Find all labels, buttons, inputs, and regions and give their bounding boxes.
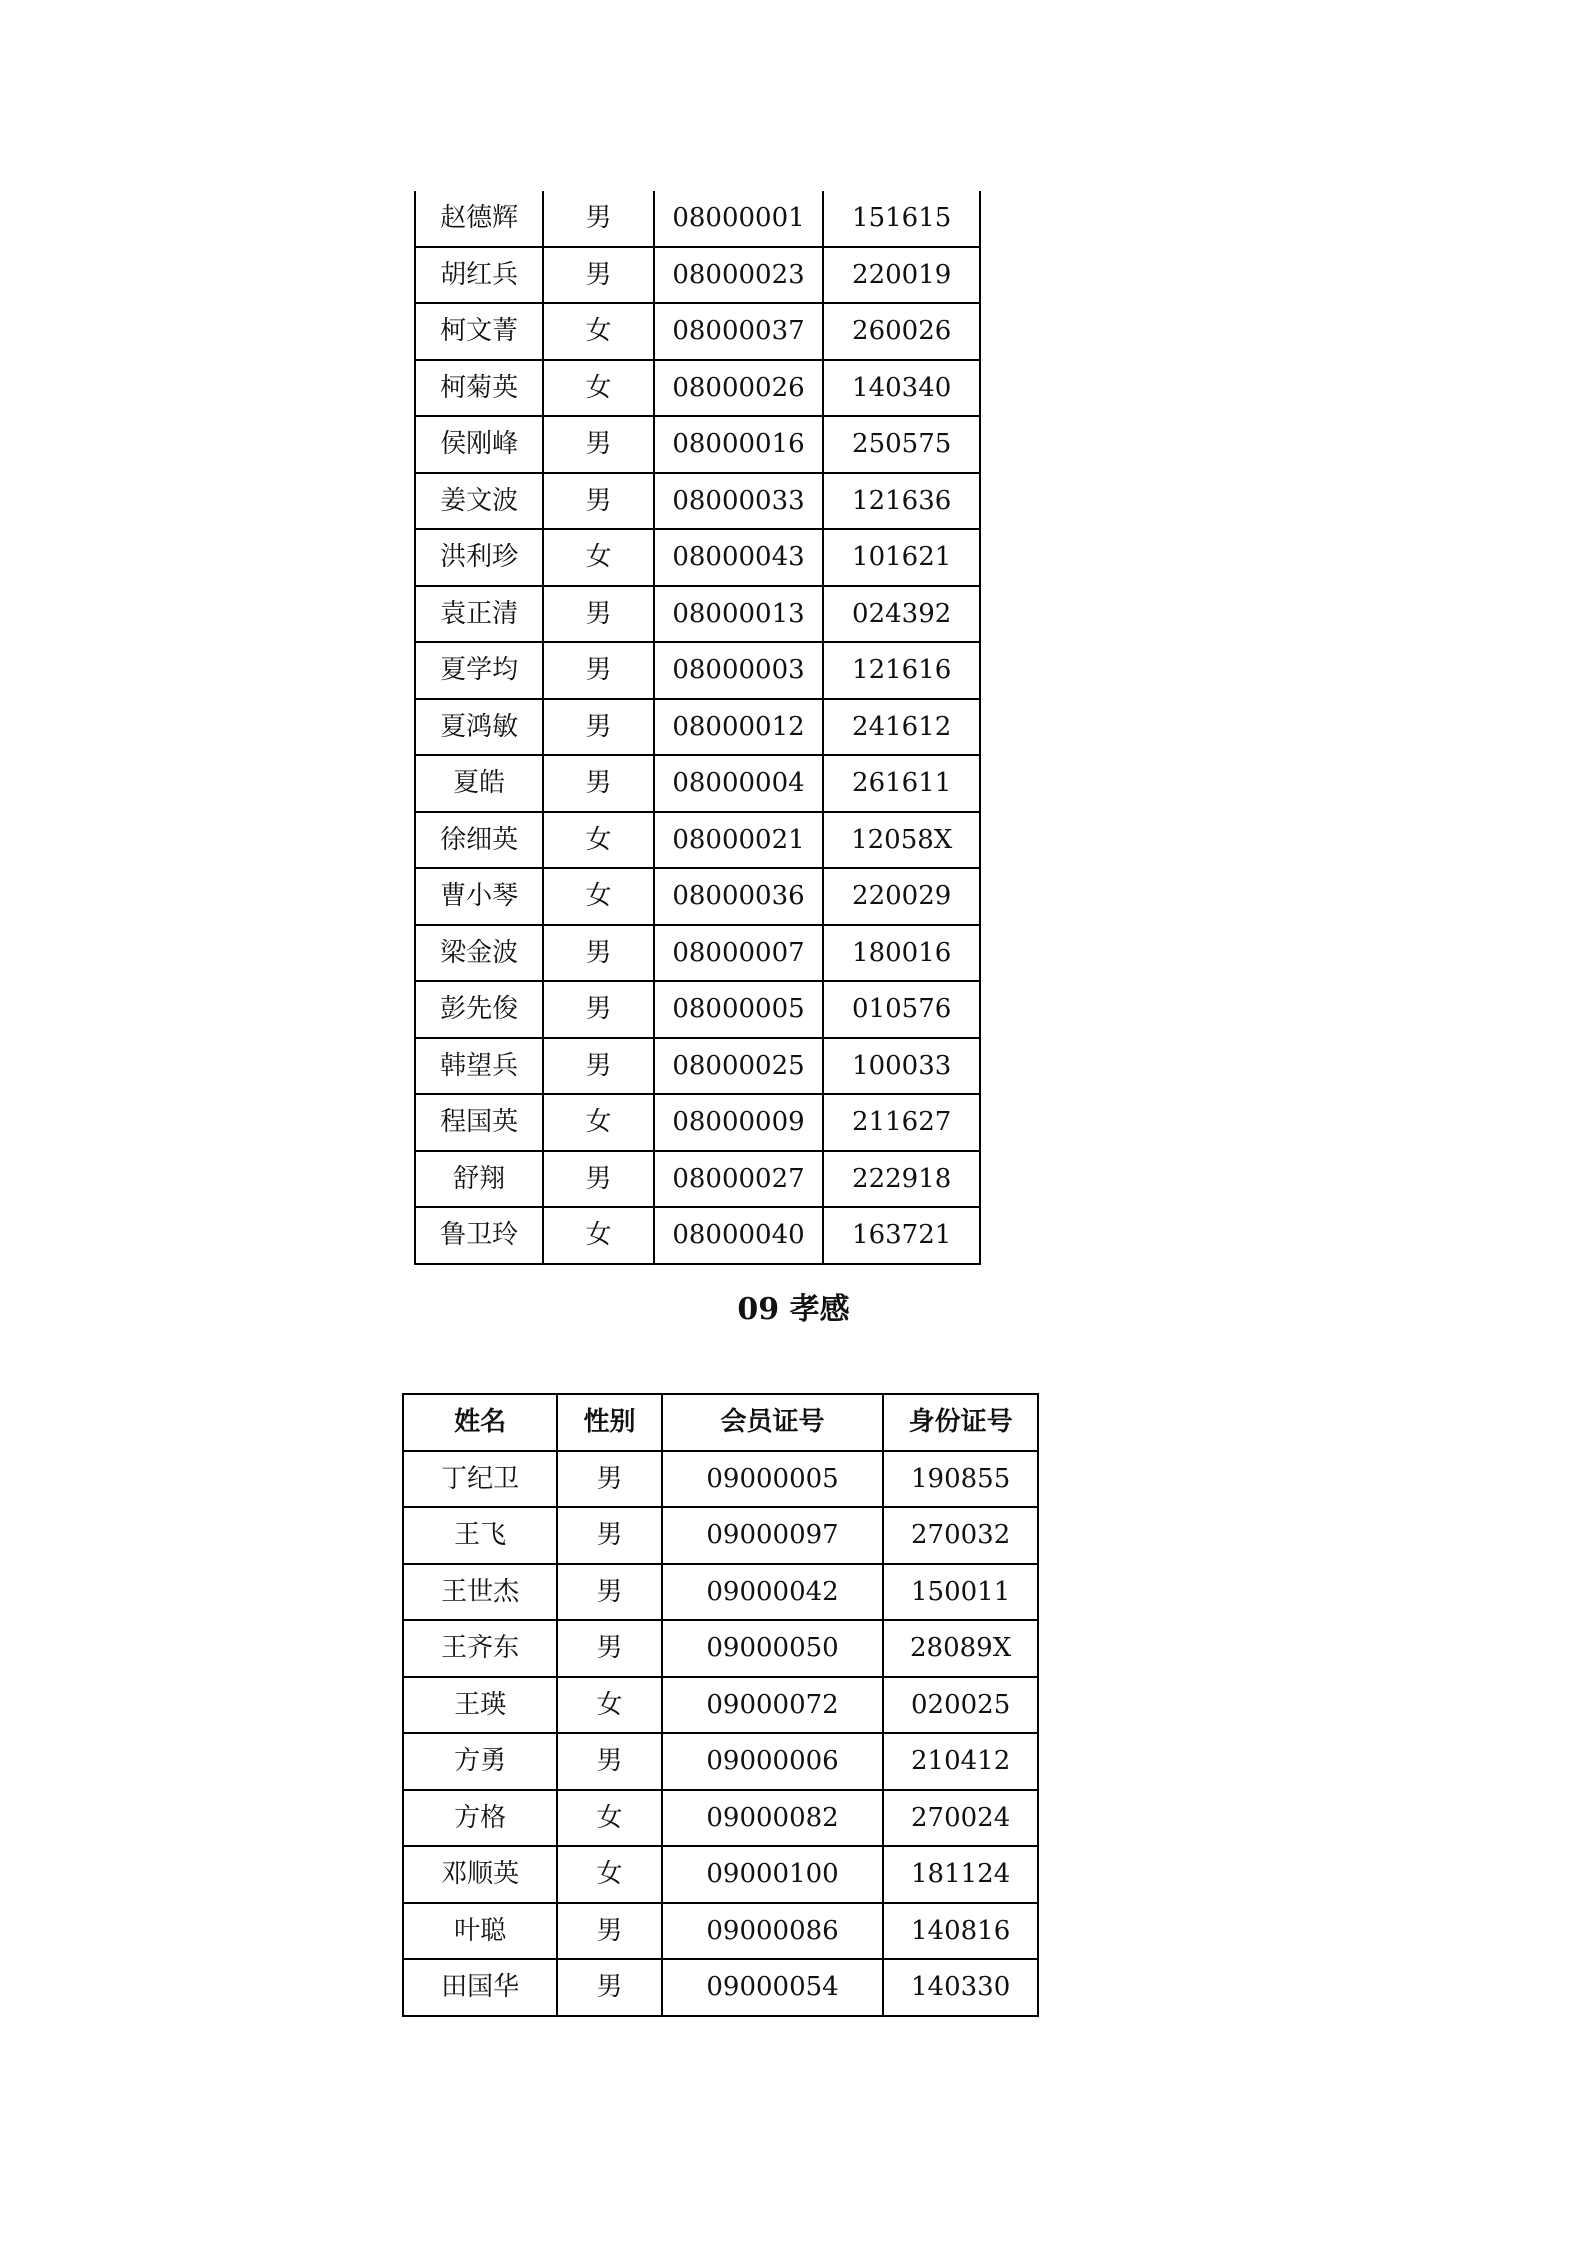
cell-member-id: 08000027 — [654, 1151, 824, 1208]
cell-gender: 女 — [543, 303, 653, 360]
table-row — [403, 1564, 1038, 1621]
cell-name: 邓顺英 — [403, 1846, 557, 1903]
header-row — [403, 1394, 1038, 1451]
cell-name: 王瑛 — [403, 1677, 557, 1734]
cell-id-card: 211627 — [823, 1094, 980, 1151]
cell-gender: 男 — [543, 586, 653, 643]
cell-name: 洪利珍 — [415, 529, 543, 586]
cell-name: 方格 — [403, 1790, 557, 1847]
cell-gender: 男 — [543, 1151, 653, 1208]
cell-gender: 男 — [557, 1620, 662, 1677]
cell-name: 胡红兵 — [415, 247, 543, 304]
cell-gender: 女 — [557, 1790, 662, 1847]
cell-gender: 男 — [543, 416, 653, 473]
cell-member-id: 09000042 — [662, 1564, 883, 1621]
table-row — [403, 1790, 1038, 1847]
cell-id-card: 222918 — [823, 1151, 980, 1208]
table-row — [403, 1451, 1038, 1508]
cell-id-card: 220029 — [823, 868, 980, 925]
cell-id-card: 270024 — [883, 1790, 1038, 1847]
header-id-card: 身份证号 — [883, 1394, 1038, 1451]
cell-name: 徐细英 — [415, 812, 543, 869]
cell-name: 夏鸿敏 — [415, 699, 543, 756]
cell-id-card: 101621 — [823, 529, 980, 586]
cell-id-card: 241612 — [823, 699, 980, 756]
cell-gender: 男 — [543, 473, 653, 530]
cell-gender: 男 — [543, 699, 653, 756]
cell-member-id: 08000013 — [654, 586, 824, 643]
table-row — [403, 1959, 1038, 2016]
cell-name: 姜文波 — [415, 473, 543, 530]
cell-member-id: 08000012 — [654, 699, 824, 756]
cell-gender: 男 — [557, 1959, 662, 2016]
table-row — [415, 1038, 980, 1095]
cell-id-card: 024392 — [823, 586, 980, 643]
cell-member-id: 09000097 — [662, 1507, 883, 1564]
cell-member-id: 08000003 — [654, 642, 824, 699]
cell-id-card: 190855 — [883, 1451, 1038, 1508]
cell-gender: 女 — [543, 1207, 653, 1264]
cell-name: 王齐东 — [403, 1620, 557, 1677]
cell-member-id: 09000100 — [662, 1846, 883, 1903]
cell-member-id: 08000025 — [654, 1038, 824, 1095]
cell-name: 舒翔 — [415, 1151, 543, 1208]
cell-name: 鲁卫玲 — [415, 1207, 543, 1264]
cell-member-id: 09000006 — [662, 1733, 883, 1790]
cell-member-id: 08000001 — [654, 191, 824, 247]
cell-name: 王飞 — [403, 1507, 557, 1564]
table-row — [415, 755, 980, 812]
cell-id-card: 270032 — [883, 1507, 1038, 1564]
cell-member-id: 08000037 — [654, 303, 824, 360]
table-row — [415, 1151, 980, 1208]
table-row — [415, 925, 980, 982]
header-member-id: 会员证号 — [662, 1394, 883, 1451]
table-row — [415, 1207, 980, 1264]
cell-gender: 男 — [543, 755, 653, 812]
table-row — [415, 473, 980, 530]
cell-id-card: 261611 — [823, 755, 980, 812]
cell-gender: 女 — [543, 1094, 653, 1151]
cell-id-card: 180016 — [823, 925, 980, 982]
cell-member-id: 08000040 — [654, 1207, 824, 1264]
cell-name: 柯文菁 — [415, 303, 543, 360]
cell-id-card: 150011 — [883, 1564, 1038, 1621]
member-table-08-body — [415, 191, 980, 1264]
cell-id-card: 151615 — [823, 191, 980, 247]
cell-member-id: 09000054 — [662, 1959, 883, 2016]
cell-gender: 女 — [543, 868, 653, 925]
cell-member-id: 08000005 — [654, 981, 824, 1038]
cell-id-card: 100033 — [823, 1038, 980, 1095]
cell-id-card: 121616 — [823, 642, 980, 699]
table-row — [415, 642, 980, 699]
cell-id-card: 163721 — [823, 1207, 980, 1264]
member-table-09-header — [403, 1394, 1038, 1451]
table-row — [403, 1620, 1038, 1677]
cell-gender: 男 — [543, 191, 653, 247]
cell-name: 曹小琴 — [415, 868, 543, 925]
cell-id-card: 140330 — [883, 1959, 1038, 2016]
member-table-09-body — [403, 1451, 1038, 2016]
table-row — [415, 586, 980, 643]
table-row — [415, 1094, 980, 1151]
table-row — [415, 191, 980, 247]
cell-gender: 男 — [557, 1903, 662, 1960]
section-title-09: 09 孝感 — [737, 1292, 850, 1327]
cell-member-id: 08000043 — [654, 529, 824, 586]
cell-id-card: 140816 — [883, 1903, 1038, 1960]
cell-member-id: 08000036 — [654, 868, 824, 925]
table-row — [403, 1677, 1038, 1734]
cell-name: 柯菊英 — [415, 360, 543, 417]
cell-id-card: 28089X — [883, 1620, 1038, 1677]
cell-name: 彭先俊 — [415, 981, 543, 1038]
cell-name: 夏皓 — [415, 755, 543, 812]
cell-member-id: 08000009 — [654, 1094, 824, 1151]
table-row — [415, 360, 980, 417]
member-table-08 — [414, 191, 981, 1265]
cell-member-id: 08000004 — [654, 755, 824, 812]
cell-id-card: 250575 — [823, 416, 980, 473]
table-row — [403, 1846, 1038, 1903]
cell-gender: 女 — [557, 1677, 662, 1734]
cell-gender: 男 — [557, 1507, 662, 1564]
cell-gender: 女 — [557, 1846, 662, 1903]
cell-member-id: 09000082 — [662, 1790, 883, 1847]
cell-id-card: 12058X — [823, 812, 980, 869]
cell-id-card: 020025 — [883, 1677, 1038, 1734]
table-row — [415, 303, 980, 360]
cell-member-id: 08000021 — [654, 812, 824, 869]
cell-name: 袁正清 — [415, 586, 543, 643]
header-name: 姓名 — [403, 1394, 557, 1451]
table-row — [415, 812, 980, 869]
cell-member-id: 08000033 — [654, 473, 824, 530]
cell-gender: 男 — [543, 1038, 653, 1095]
cell-name: 侯刚峰 — [415, 416, 543, 473]
cell-name: 方勇 — [403, 1733, 557, 1790]
cell-member-id: 08000007 — [654, 925, 824, 982]
cell-id-card: 010576 — [823, 981, 980, 1038]
cell-name: 程国英 — [415, 1094, 543, 1151]
cell-name: 丁纪卫 — [403, 1451, 557, 1508]
table-row — [403, 1903, 1038, 1960]
cell-member-id: 08000016 — [654, 416, 824, 473]
cell-gender: 男 — [543, 925, 653, 982]
cell-name: 梁金波 — [415, 925, 543, 982]
cell-name: 叶聪 — [403, 1903, 557, 1960]
cell-gender: 男 — [543, 981, 653, 1038]
cell-gender: 女 — [543, 812, 653, 869]
cell-id-card: 220019 — [823, 247, 980, 304]
table-row — [403, 1507, 1038, 1564]
cell-id-card: 181124 — [883, 1846, 1038, 1903]
cell-gender: 女 — [543, 529, 653, 586]
cell-name: 赵德辉 — [415, 191, 543, 247]
cell-gender: 男 — [557, 1451, 662, 1508]
cell-name: 韩望兵 — [415, 1038, 543, 1095]
table-row — [415, 981, 980, 1038]
cell-id-card: 121636 — [823, 473, 980, 530]
table-row — [415, 247, 980, 304]
cell-gender: 男 — [543, 247, 653, 304]
table-row — [415, 416, 980, 473]
cell-name: 夏学均 — [415, 642, 543, 699]
table-row — [415, 699, 980, 756]
cell-id-card: 210412 — [883, 1733, 1038, 1790]
cell-member-id: 08000026 — [654, 360, 824, 417]
table-row — [403, 1733, 1038, 1790]
cell-name: 田国华 — [403, 1959, 557, 2016]
table-row — [415, 868, 980, 925]
cell-member-id: 09000005 — [662, 1451, 883, 1508]
header-gender: 性别 — [557, 1394, 662, 1451]
cell-gender: 男 — [557, 1733, 662, 1790]
cell-gender: 女 — [543, 360, 653, 417]
table-row — [415, 529, 980, 586]
cell-member-id: 09000086 — [662, 1903, 883, 1960]
cell-gender: 男 — [543, 642, 653, 699]
cell-member-id: 09000072 — [662, 1677, 883, 1734]
cell-name: 王世杰 — [403, 1564, 557, 1621]
member-table-09 — [402, 1393, 1039, 2017]
cell-id-card: 140340 — [823, 360, 980, 417]
cell-member-id: 08000023 — [654, 247, 824, 304]
cell-member-id: 09000050 — [662, 1620, 883, 1677]
cell-id-card: 260026 — [823, 303, 980, 360]
cell-gender: 男 — [557, 1564, 662, 1621]
